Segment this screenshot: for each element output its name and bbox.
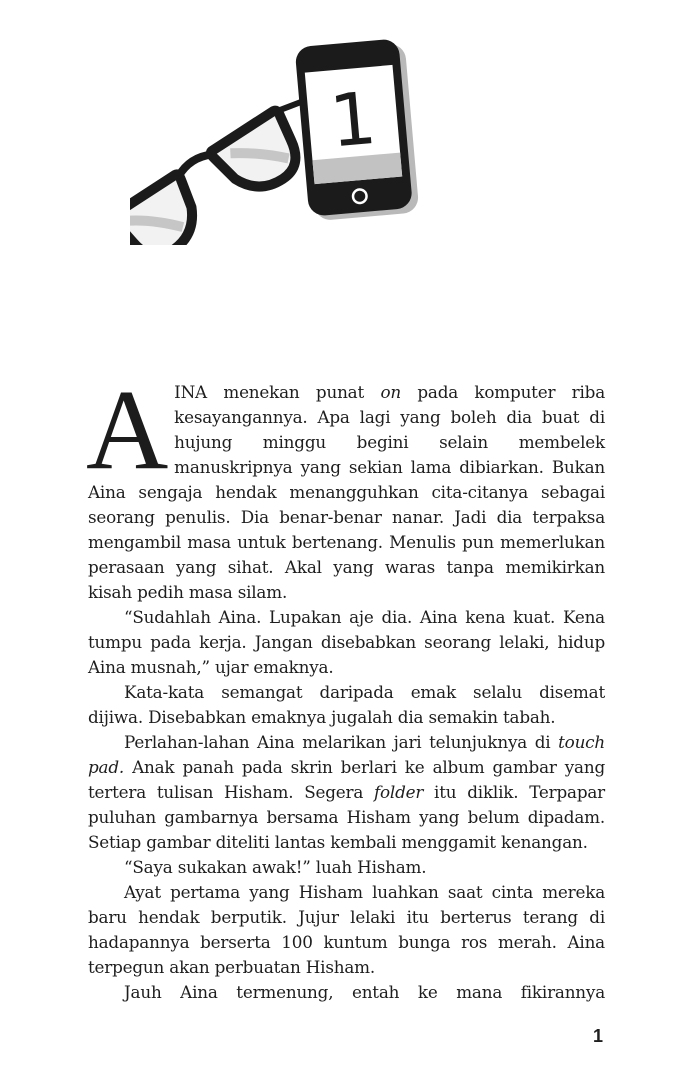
- chapter-text: [86, 366, 605, 1005]
- paragraph-text: pada komputer riba kesayangannya. Apa lagi yang boleh dia buat di hujung minggu begini selain membelek manuskripnya yang sekian lama dibiarkan. Bukan Aina sengaja hendak menangguhkan cita-citanya sebagai seorang penulis. Dia benar-benar nanar. Jadi dia terpaksa mengambil masa untuk bertenang. Menulis pun memerlukan perasaan yang sihat. Akal yang waras tanpa memikirkan kisah pedih masa silam.: [88, 382, 605, 602]
- paragraph: [86, 366, 605, 605]
- italic-term: folder: [374, 782, 424, 802]
- paragraph-text: INA menekan punat: [174, 382, 381, 402]
- chapter-number: 1: [326, 75, 380, 164]
- italic-term: on: [380, 382, 401, 402]
- paragraph: [88, 730, 605, 855]
- paragraph-text: Anak panah pada skrin berlari ke album gambar yang tertera tulisan Hisham. Segera: [88, 757, 605, 802]
- phone-icon: [295, 38, 420, 222]
- paragraph: Ayat pertama yang Hisham luahkan saat cinta mereka baru hendak berputik. Jujur lelaki itu berterus terang di hadapannya berserta 100 kuntum bunga ros merah. Aina terpegun akan perbuatan Hisham.: [88, 882, 605, 977]
- page-number: 1: [592, 1026, 603, 1046]
- drop-cap: A: [86, 366, 169, 493]
- paragraph: Kata-kata semangat daripada emak selalu disemat dijiwa. Disebabkan emaknya jugalah dia semakin tabah.: [88, 682, 605, 727]
- paragraph-text: itu diklik. Terpapar puluhan gambarnya bersama Hisham yang belum dipadam. Setiap gambar diteliti lantas kembali menggamit kenangan.: [88, 782, 605, 852]
- paragraph: “Saya sukakan awak!” luah Hisham.: [124, 857, 427, 877]
- paragraph-text: Perlahan-lahan Aina melarikan jari telunjuknya di: [124, 732, 559, 752]
- paragraph: “Sudahlah Aina. Lupakan aje dia. Aina kena kuat. Kena tumpu pada kerja. Jangan disebabkan seorang lelaki, hidup Aina musnah,” ujar emaknya.: [88, 607, 605, 677]
- chapter-illustration: [130, 30, 430, 245]
- italic-term: touch pad.: [88, 732, 605, 777]
- paragraph: Jauh Aina termenung, entah ke mana fikirannya: [124, 982, 605, 1002]
